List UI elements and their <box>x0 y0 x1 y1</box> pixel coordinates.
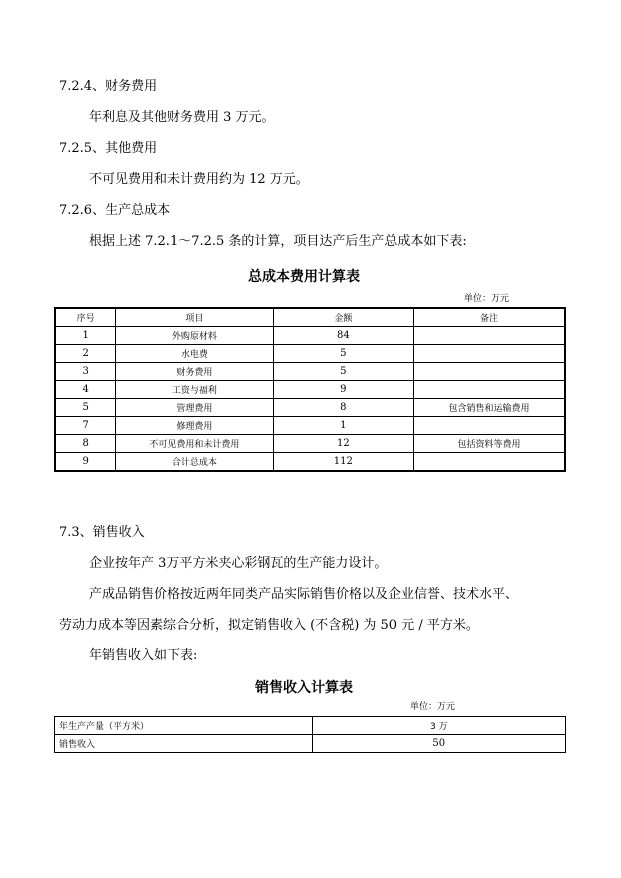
table-row <box>55 345 565 363</box>
row-amount: 12 <box>273 435 413 453</box>
row-amount: 112 <box>273 453 413 472</box>
row-index: 3 <box>55 363 116 381</box>
row-index: 2 <box>55 345 116 363</box>
table-row <box>55 363 565 381</box>
section-heading-7-3: 7.3、销售收入 <box>59 525 145 540</box>
row-note <box>414 327 565 345</box>
row-item: 管理费用 <box>116 399 273 417</box>
row-index: 8 <box>55 435 116 453</box>
table-row <box>55 381 565 399</box>
table-row <box>55 435 565 453</box>
cost-table-title: 总成本费用计算表 <box>248 269 360 285</box>
row-index: 5 <box>55 399 116 417</box>
row-value: 50 <box>312 735 566 753</box>
header-cell: 金额 <box>273 308 413 327</box>
row-item: 财务费用 <box>116 363 273 381</box>
row-note <box>414 381 565 399</box>
header-cell: 项目 <box>116 308 273 327</box>
paragraph-7-2-5: 不可见费用和未计费用约为 12 万元。 <box>89 172 309 187</box>
sales-paragraph-3: 年销售收入如下表: <box>89 648 198 663</box>
row-item: 不可见费用和未计费用 <box>116 435 273 453</box>
row-item: 工资与福利 <box>116 381 273 399</box>
row-amount: 84 <box>273 327 413 345</box>
row-index: 1 <box>55 327 116 345</box>
header-cell: 备注 <box>414 308 565 327</box>
row-item: 修理费用 <box>116 417 273 435</box>
row-value: 3 万 <box>312 717 566 735</box>
table-row <box>55 399 565 417</box>
header-cell: 序号 <box>55 308 116 327</box>
row-index: 7 <box>55 417 116 435</box>
sales-paragraph-2a: 产成品销售价格按近两年同类产品实际销售价格以及企业信誉、技术水平、 <box>89 587 519 602</box>
row-amount: 1 <box>273 417 413 435</box>
sales-paragraph-2b: 劳动力成本等因素综合分析，拟定销售收入 (不含税) 为 50 元 / 平方米。 <box>59 618 479 633</box>
row-index: 9 <box>55 453 116 472</box>
sales-paragraph-1: 企业按年产 3万平方米夹心彩钢瓦的生产能力设计。 <box>89 556 388 571</box>
table-header-row <box>55 308 565 327</box>
table-row <box>55 735 566 753</box>
row-note <box>414 453 565 472</box>
row-index: 4 <box>55 381 116 399</box>
sales-table-unit: 单位：万元 <box>410 702 456 712</box>
paragraph-7-2-4: 年利息及其他财务费用 3 万元。 <box>89 110 275 125</box>
paragraph-7-2-6: 根据上述 7.2.1～7.2.5 条的计算，项目达产后生产总成本如下表: <box>89 234 467 249</box>
sales-table <box>54 716 566 753</box>
row-note <box>414 417 565 435</box>
row-item: 水电费 <box>116 345 273 363</box>
table-row-total <box>55 453 565 472</box>
row-amount: 9 <box>273 381 413 399</box>
row-amount: 5 <box>273 345 413 363</box>
row-amount: 5 <box>273 363 413 381</box>
row-amount: 8 <box>273 399 413 417</box>
row-note: 包含销售和运输费用 <box>414 399 565 417</box>
table-row <box>55 327 565 345</box>
row-note: 包括资料等费用 <box>414 435 565 453</box>
cost-table <box>54 307 566 472</box>
row-note <box>414 363 565 381</box>
section-heading-7-2-4: 7.2.4、财务费用 <box>59 79 158 94</box>
sales-table-title: 销售收入计算表 <box>255 680 353 696</box>
section-heading-7-2-5: 7.2.5、其他费用 <box>59 141 158 156</box>
row-note <box>414 345 565 363</box>
row-item: 合计总成本 <box>116 453 273 472</box>
table-row <box>55 717 566 735</box>
row-item: 外购原材料 <box>116 327 273 345</box>
row-label: 年生产产量（平方米） <box>55 717 313 735</box>
cost-table-unit: 单位：万元 <box>464 294 510 304</box>
row-label: 销售收入 <box>55 735 313 753</box>
table-row <box>55 417 565 435</box>
section-heading-7-2-6: 7.2.6、生产总成本 <box>59 203 171 218</box>
